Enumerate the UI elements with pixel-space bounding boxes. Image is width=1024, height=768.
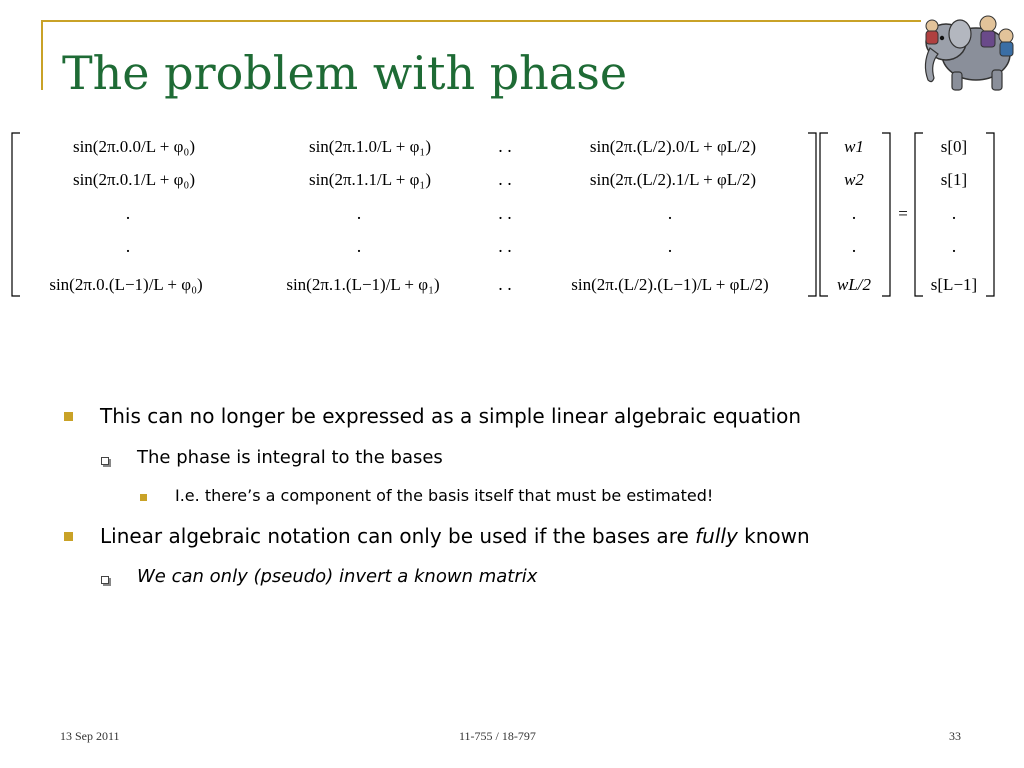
frame-vertical-rule — [41, 20, 43, 90]
bullet-square-icon — [140, 494, 147, 501]
matrix-equation — [8, 128, 1018, 303]
weight-entry: w2 — [844, 170, 864, 189]
signal-left-bracket — [915, 133, 923, 296]
matrix-cell: sin(2π.(L/2).(L−1)/L + φL/2) — [571, 275, 769, 294]
bullet-emphasis: fully — [695, 524, 738, 548]
matrix-cell: sin(2π.(L/2).0/L + φL/2) — [589, 137, 757, 156]
matrix-cell: . . — [498, 274, 512, 294]
hollow-square-bullet-icon — [101, 576, 109, 584]
matrix-cell: . — [667, 203, 673, 223]
sub-bullet-item: We can only (pseudo) invert a known matrix — [137, 566, 538, 587]
slide-title: The problem with phase — [62, 46, 628, 100]
matrix-cell: . . — [498, 203, 512, 223]
matrix-cell: . — [667, 236, 673, 256]
weights-right-bracket — [882, 133, 890, 296]
footer-date: 13 Sep 2011 — [60, 729, 120, 743]
sub-bullet-item: The phase is integral to the bases — [137, 447, 443, 468]
signal-entry: s[L−1] — [930, 275, 978, 294]
signal-entry: s[0] — [940, 137, 968, 156]
matrix-cell: . — [356, 203, 362, 223]
matrix-cell: sin(2π.(L/2).1/L + φL/2) — [589, 170, 757, 189]
elephant-cartoon-icon — [918, 2, 1020, 96]
weight-entry: w1 — [844, 137, 864, 156]
equals-sign: = — [898, 204, 908, 223]
signal-right-bracket — [986, 133, 994, 296]
footer-page-number: 33 — [949, 729, 961, 743]
weight-entry: . — [851, 236, 857, 256]
frame-horizontal-rule — [41, 20, 921, 22]
signal-entry: . — [951, 203, 957, 223]
bullet-text: known — [737, 524, 810, 548]
bullet-square-icon — [64, 532, 73, 541]
matrix-cell: sin(2π.1.1/L + φ₁) — [308, 170, 432, 189]
hollow-square-bullet-icon — [101, 457, 109, 465]
bullet-text: Linear algebraic notation can only be used if the bases are — [100, 524, 696, 548]
matrix-cell: . — [356, 236, 362, 256]
matrix-right-bracket — [808, 133, 816, 296]
weight-entry: wL/2 — [836, 275, 872, 294]
matrix-cell: sin(2π.1.(L−1)/L + φ₁) — [286, 275, 440, 294]
matrix-cell: . . — [498, 136, 512, 156]
matrix-cell: . . — [498, 236, 512, 256]
bullet-square-icon — [64, 412, 73, 421]
matrix-cell: . . — [498, 169, 512, 189]
bullet-item: This can no longer be expressed as a simple linear algebraic equation — [100, 404, 802, 428]
matrix-cell: sin(2π.0.0/L + φ₀) — [72, 137, 196, 156]
signal-entry: s[1] — [940, 170, 968, 189]
matrix-cell: sin(2π.1.0/L + φ₁) — [308, 137, 432, 156]
sub-sub-bullet-item: I.e. there’s a component of the basis itself that must be estimated! — [175, 486, 714, 505]
matrix-cell: . — [125, 236, 131, 256]
weights-left-bracket — [820, 133, 828, 296]
matrix-left-bracket — [12, 133, 20, 296]
matrix-cell: . — [125, 203, 131, 223]
signal-entry: . — [951, 236, 957, 256]
matrix-cell: sin(2π.0.(L−1)/L + φ₀) — [49, 275, 203, 294]
weight-entry: . — [851, 203, 857, 223]
footer-course: 11-755 / 18-797 — [459, 729, 536, 743]
bullet-item — [100, 524, 810, 548]
matrix-cell: sin(2π.0.1/L + φ₀) — [72, 170, 196, 189]
